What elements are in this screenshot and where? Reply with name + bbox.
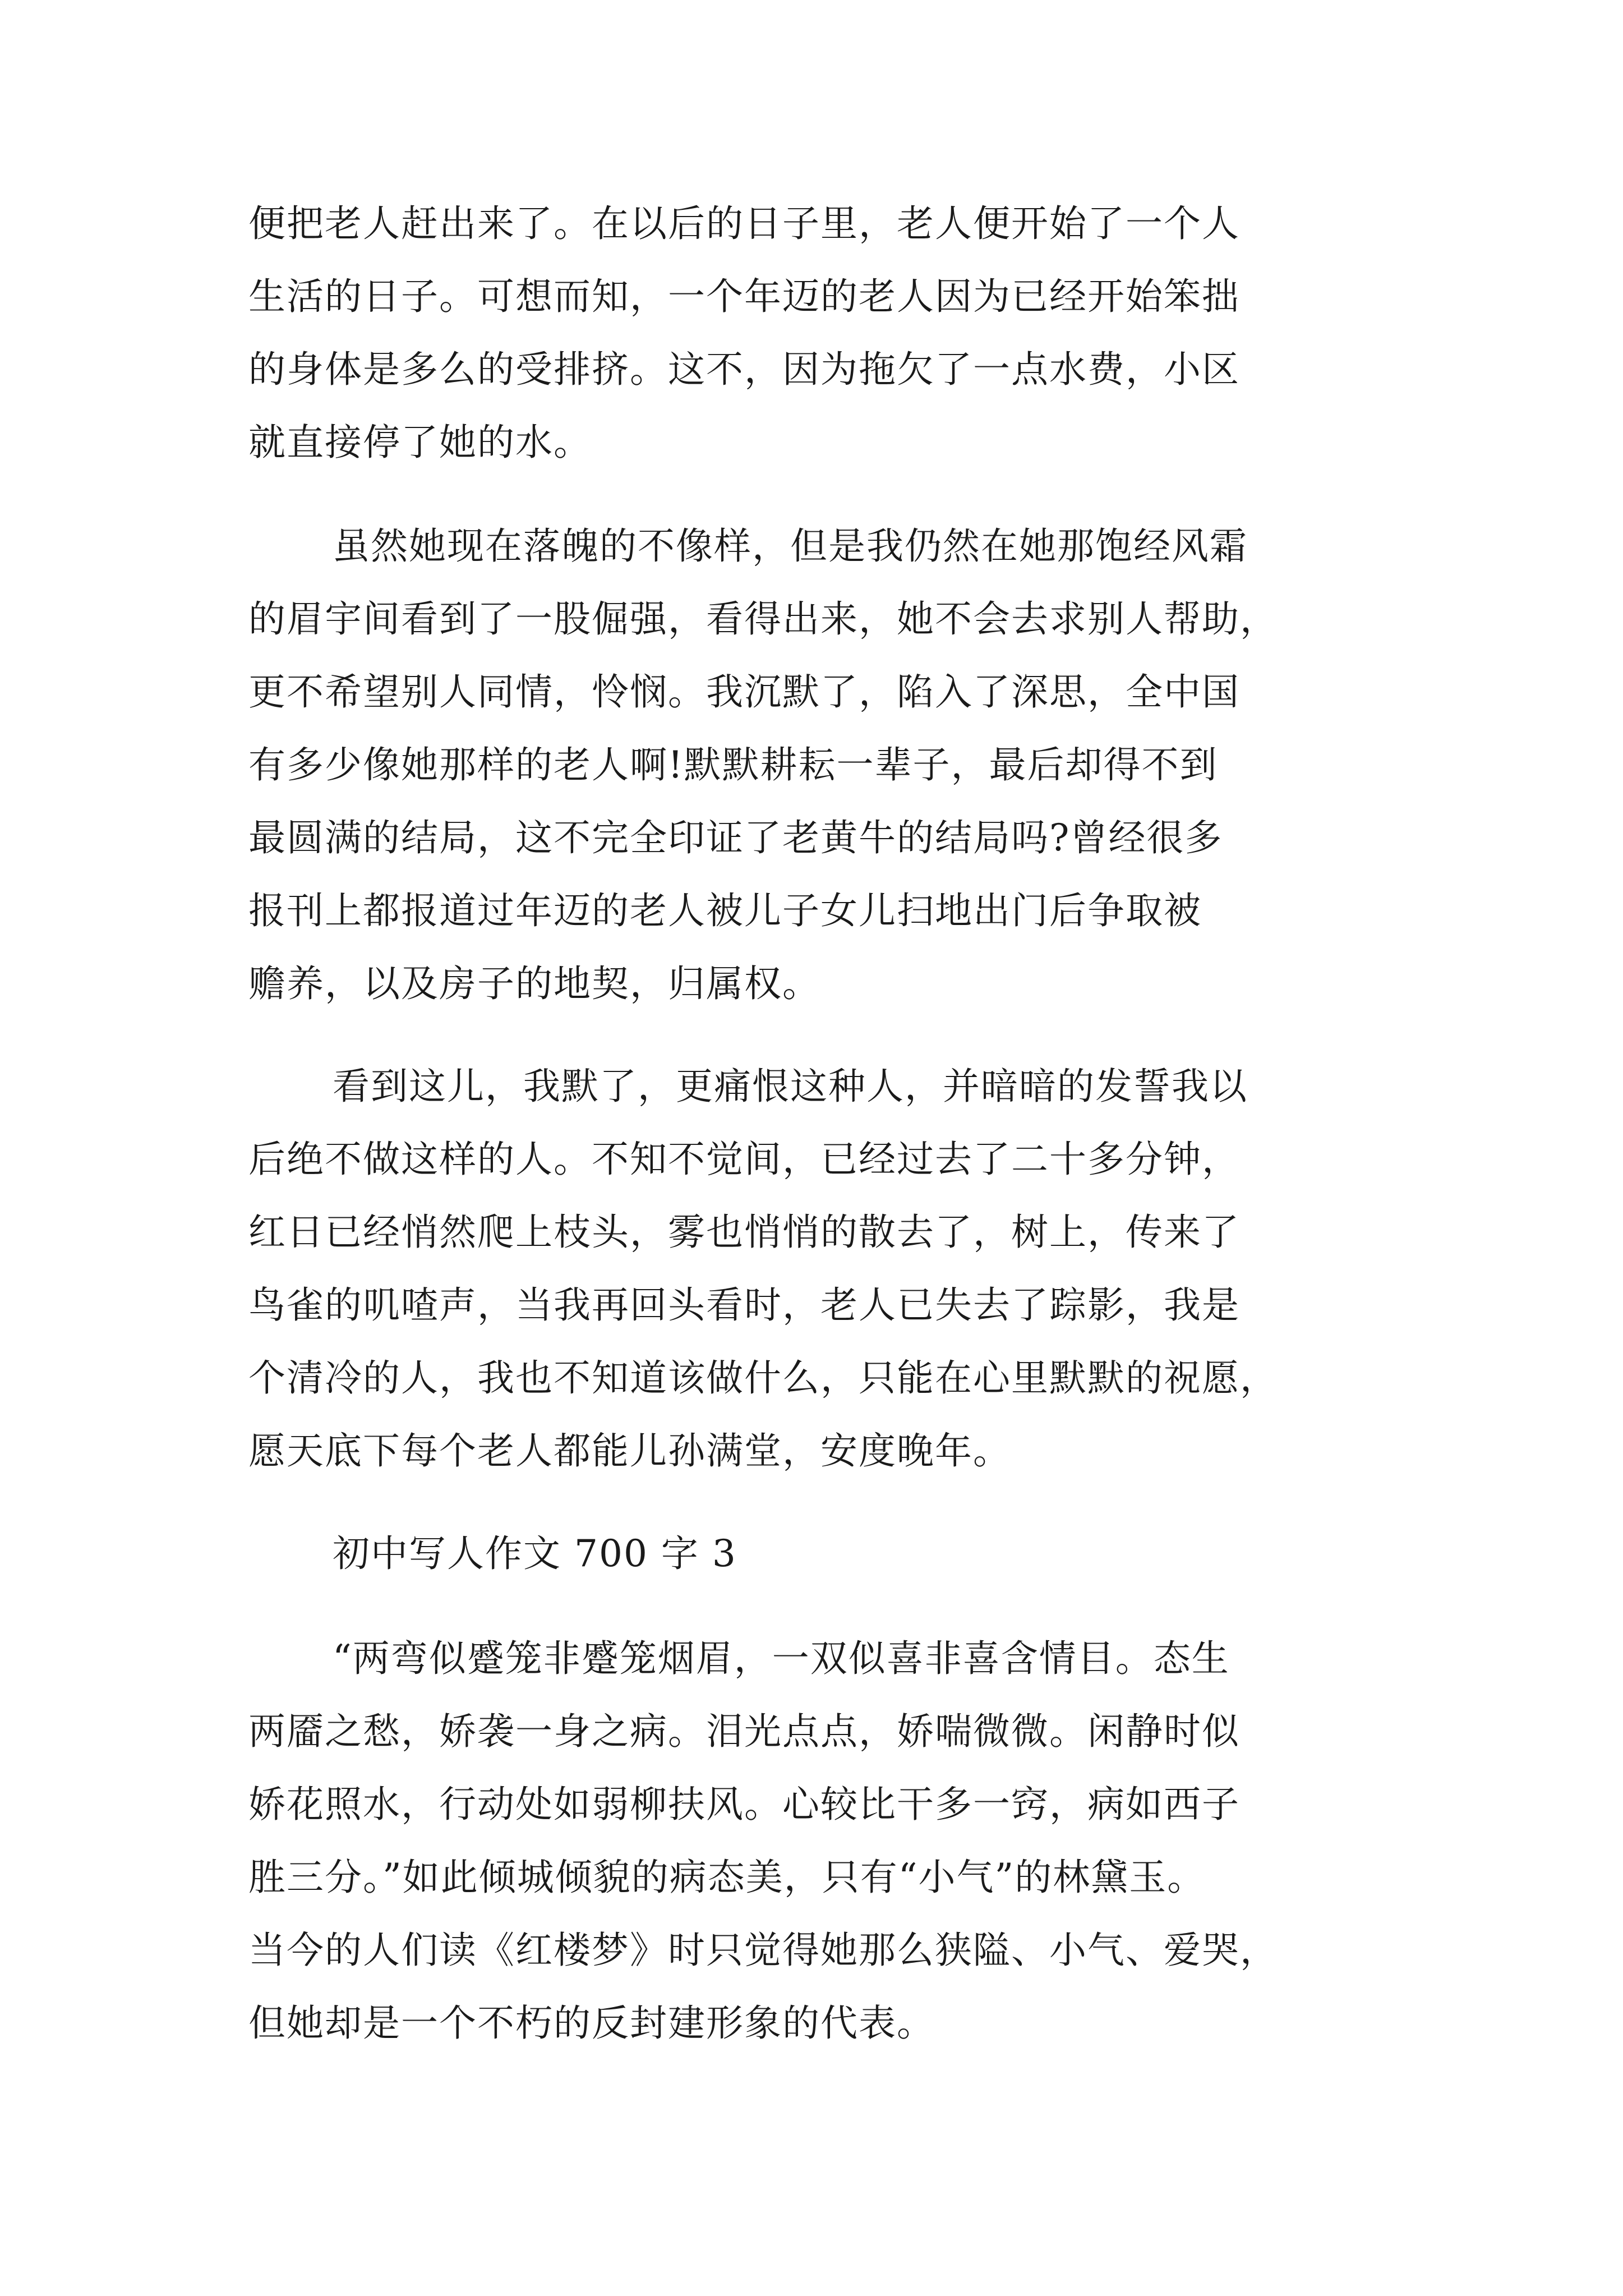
paragraph-3-line-3: 红日已经悄然爬上枝头，雾也悄悄的散去了，树上，传来了 [248, 1211, 1240, 1254]
paragraph-4-line-3: 娇花照水，行动处如弱柳扶风。心较比干多一窍，病如西子 [248, 1783, 1240, 1826]
paragraph-2-line-7: 赡养，以及房子的地契，归属权。 [248, 962, 820, 1005]
paragraph-3-line-1: 看到这儿，我默了，更痛恨这种人，并暗暗的发誓我以 [333, 1065, 1248, 1108]
paragraph-3-line-6: 愿天底下每个老人都能儿孙满堂，安度晚年。 [248, 1429, 1011, 1473]
paragraph-4-line-4: 胜三分。”如此倾城倾貌的病态美，只有“小气”的林黛玉。 [248, 1856, 1206, 1899]
paragraph-2-line-5: 最圆满的结局，这不完全印证了老黄牛的结局吗?曾经很多 [248, 816, 1223, 859]
paragraph-4-line-6: 但她却是一个不朽的反封建形象的代表。 [248, 2001, 935, 2045]
paragraph-4-line-1: “两弯似蹙笼非蹙笼烟眉，一双似喜非喜含情目。态生 [333, 1637, 1230, 1680]
paragraph-1-line-2: 生活的日子。可想而知，一个年迈的老人因为已经开始笨拙 [248, 275, 1240, 318]
paragraph-2-line-4: 有多少像她那样的老人啊!默默耕耘一辈子，最后却得不到 [248, 743, 1218, 786]
paragraph-1-line-1: 便把老人赶出来了。在以后的日子里，老人便开始了一个人 [248, 202, 1240, 245]
paragraph-1-line-4: 就直接停了她的水。 [248, 421, 592, 464]
paragraph-1-line-3: 的身体是多么的受排挤。这不，因为拖欠了一点水费，小区 [248, 348, 1240, 391]
paragraph-2-line-6: 报刊上都报道过年迈的老人被儿子女儿扫地出门后争取被 [248, 889, 1202, 932]
paragraph-2-line-3: 更不希望别人同情，怜悯。我沉默了，陷入了深思，全中国 [248, 670, 1240, 714]
paragraph-2-line-2: 的眉宇间看到了一股倔强，看得出来，她不会去求别人帮助， [248, 597, 1278, 641]
paragraph-3-line-5: 个清冷的人，我也不知道该做什么，只能在心里默默的祝愿， [248, 1356, 1278, 1400]
paragraph-2-line-1: 虽然她现在落魄的不像样，但是我仍然在她那饱经风霜 [333, 524, 1248, 568]
paragraph-3-line-2: 后绝不做这样的人。不知不觉间，已经过去了二十多分钟， [248, 1138, 1240, 1181]
section-heading: 初中写人作文 700 字 3 [333, 1532, 737, 1575]
paragraph-4-line-2: 两靥之愁，娇袭一身之病。泪光点点，娇喘微微。闲静时似 [248, 1710, 1240, 1753]
paragraph-3-line-4: 鸟雀的叽喳声，当我再回头看时，老人已失去了踪影，我是 [248, 1283, 1240, 1327]
paragraph-4-line-5: 当今的人们读《红楼梦》时只觉得她那么狭隘、小气、爱哭， [248, 1929, 1278, 1972]
